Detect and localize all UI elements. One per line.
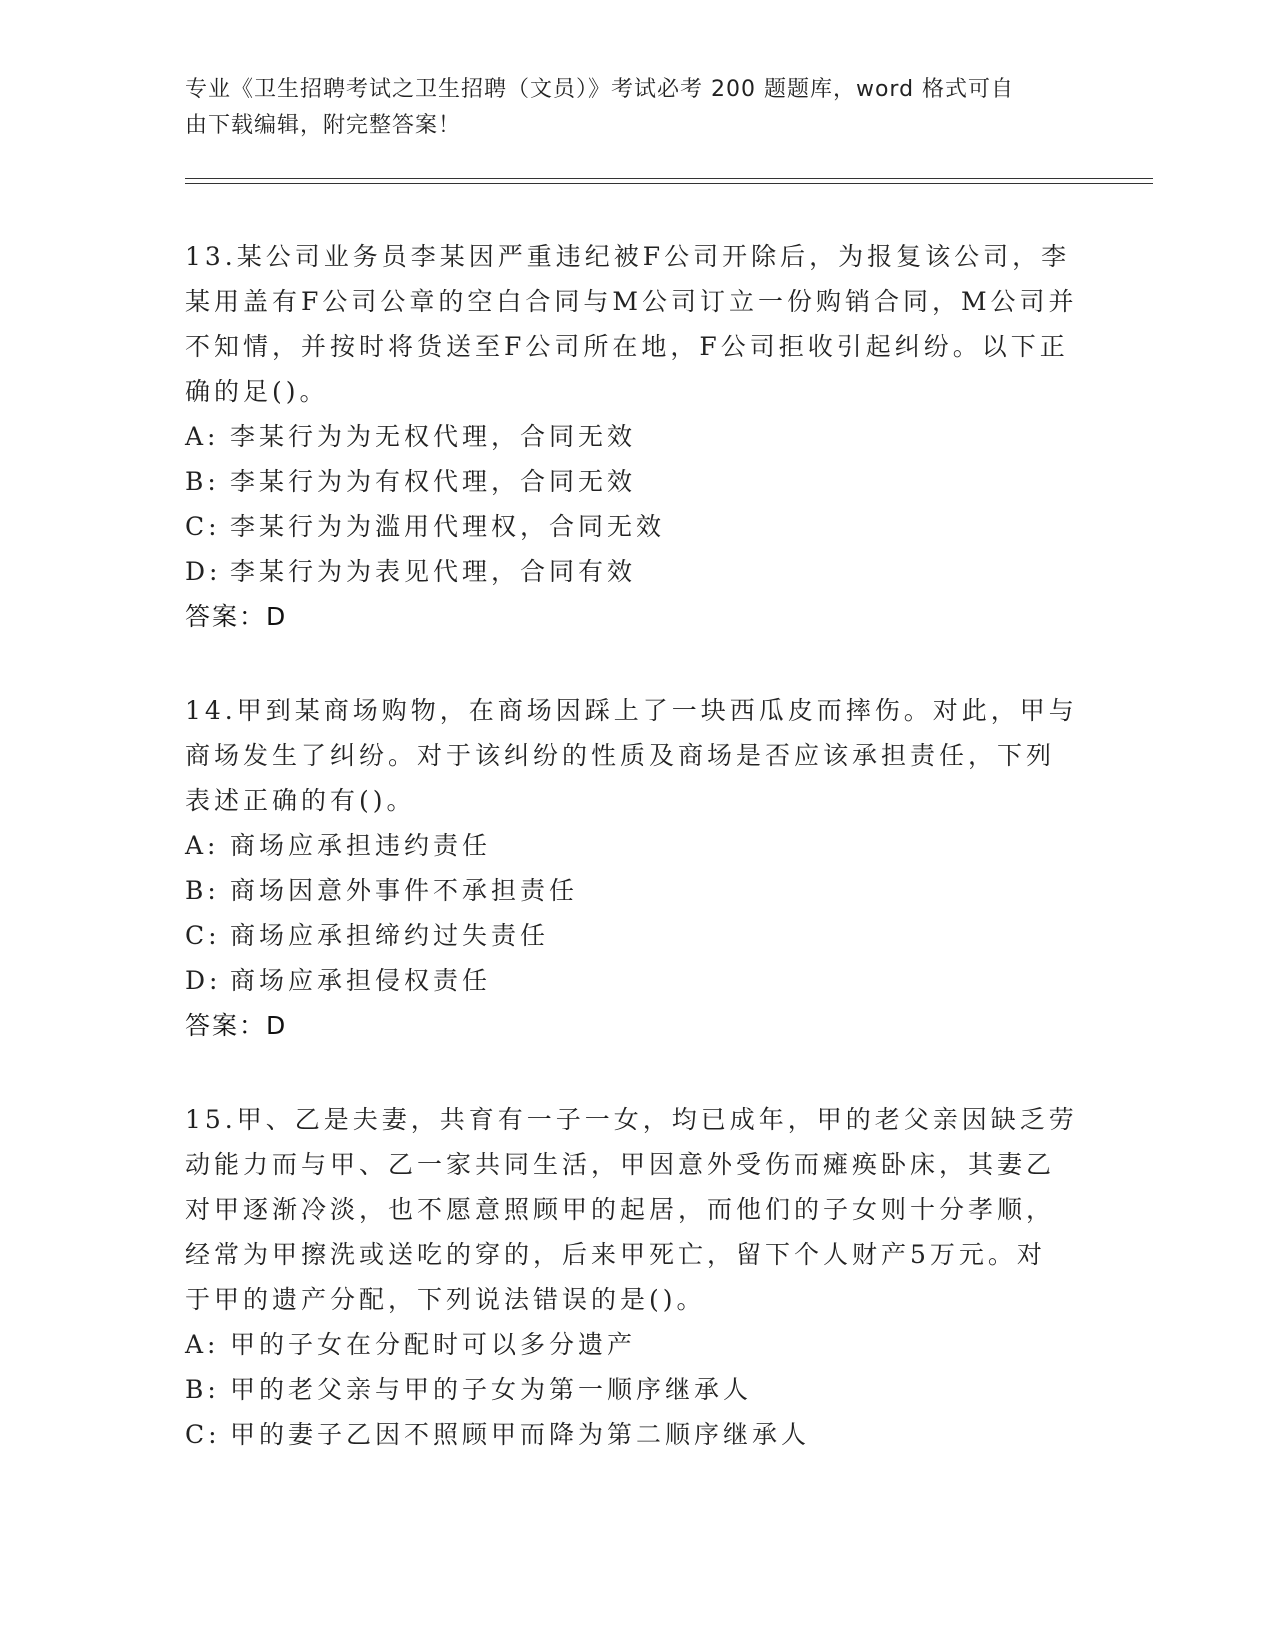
option-key: C: [185,1420,221,1449]
option-text: 商场应承担违约责任 [230,831,492,860]
option-key: C: [185,921,221,950]
document-header [185,72,1085,144]
option-c [185,504,1085,549]
option-a [185,414,1085,459]
header-line-2: 由下载编辑，附完整答案！ [185,113,462,138]
option-d [185,958,1085,1003]
option-key: A: [185,422,220,451]
answer-label: 答案：D [185,602,288,631]
option-text: 李某行为为表见代理，合同有效 [230,557,637,586]
option-b [185,868,1085,913]
option-c [185,1412,1085,1457]
option-key: D: [185,966,222,995]
question-stem-line: 对甲逐渐冷淡，也不愿意照顾甲的起居，而他们的子女则十分孝顺， [185,1195,1056,1224]
answer-label: 答案：D [185,1011,288,1040]
question-stem-line: 于甲的遗产分配，下列说法错误的是()。 [185,1285,706,1314]
question-15 [185,1097,1085,1457]
option-text: 李某行为为有权代理，合同无效 [230,467,637,496]
option-d [185,549,1085,594]
option-text: 甲的子女在分配时可以多分遗产 [230,1330,637,1359]
option-key: B: [185,467,220,496]
question-13 [185,234,1085,639]
option-a [185,1322,1085,1367]
option-key: B: [185,1375,220,1404]
option-key: B: [185,876,220,905]
question-stem-line: 15.甲、乙是夫妻，共育有一子一女，均已成年，甲的老父亲因缺乏劳 [185,1105,1078,1134]
question-stem-line: 14.甲到某商场购物，在商场因踩上了一块西瓜皮而摔伤。对此，甲与 [185,696,1078,725]
question-stem-line: 动能力而与甲、乙一家共同生活，甲因意外受伤而瘫痪卧床，其妻乙 [185,1150,1056,1179]
option-text: 商场应承担缔约过失责任 [230,921,550,950]
header-line-1: 专业《卫生招聘考试之卫生招聘（文员）》考试必考 200 题题库，word 格式可自 [185,77,1015,102]
question-stem-line: 确的足()。 [185,377,329,406]
option-text: 甲的妻子乙因不照顾甲而降为第二顺序继承人 [230,1420,811,1449]
question-stem-line: 某用盖有F公司公章的空白合同与M公司订立一份购销合同，M公司并 [185,287,1078,316]
option-a [185,823,1085,868]
option-key: C: [185,512,221,541]
option-text: 商场应承担侵权责任 [230,966,492,995]
option-text: 甲的老父亲与甲的子女为第一顺序继承人 [230,1375,753,1404]
question-stem-line: 表述正确的有()。 [185,786,416,815]
question-stem-line: 经常为甲擦洗或送吃的穿的，后来甲死亡，留下个人财产5万元。对 [185,1240,1046,1269]
option-b [185,459,1085,504]
option-key: D: [185,557,222,586]
question-stem-line: 商场发生了纠纷。对于该纠纷的性质及商场是否应该承担责任，下列 [185,741,1056,770]
option-text: 李某行为为无权代理，合同无效 [230,422,637,451]
question-stem-line: 13.某公司业务员李某因严重违纪被F公司开除后，为报复该公司，李 [185,242,1071,271]
header-divider-bottom [185,183,1153,184]
option-text: 商场因意外事件不承担责任 [230,876,579,905]
option-text: 李某行为为滥用代理权，合同无效 [230,512,666,541]
option-c [185,913,1085,958]
option-b [185,1367,1085,1412]
header-divider-top [185,178,1153,179]
question-14 [185,688,1085,1048]
question-stem-line: 不知情，并按时将货送至F公司所在地，F公司拒收引起纠纷。以下正 [185,332,1069,361]
option-key: A: [185,1330,220,1359]
option-key: A: [185,831,220,860]
